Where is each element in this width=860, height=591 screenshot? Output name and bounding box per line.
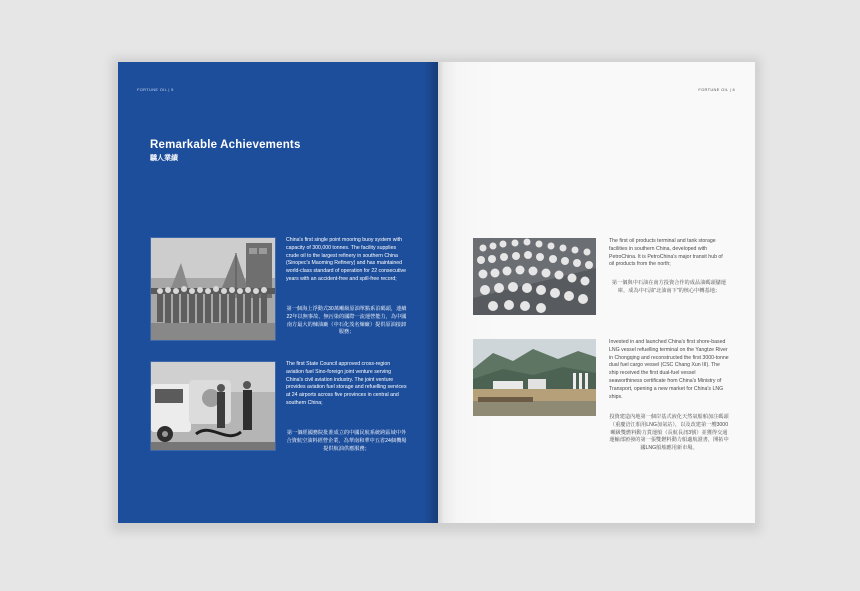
- right-page: [438, 62, 755, 523]
- achievement-3-en: The first oil products terminal and tank storage facilities in southern China, developed with PetroChina. It is PetroChina's major transit hub of oil products from the north;: [609, 238, 723, 268]
- lng-terminal-photo: [473, 339, 596, 416]
- right-page-header: FORTUNE OIL | 6: [698, 87, 735, 92]
- page-subtitle-zh: 驕人業績: [150, 155, 178, 162]
- achievement-1-en: China's first single point mooring buoy system with capacity of 300,000 tonnes. The facility supplies crude oil to the largest refinery in southern China (Sinopec's Maoming Refinery) and has maintained world-class standard of operation for 22 consecutive years with an accident-free and spill-free record;: [286, 237, 406, 282]
- achievement-2-zh: 第一個經國務院批准成立的中國民航系統跨區域中外合資航空油料經營企業，為華南和華中五省24個機場提供航油供應服務；: [286, 430, 407, 452]
- achievement-3-zh: 第一個與中石油在南方投資合作的成品油碼頭儲運庫，成為中石油"北油南下"的核心中轉基地；: [611, 280, 727, 294]
- achievement-4-zh: 投資建造內地第一個岸基式液化天然氣船舶加注碼頭（重慶涪江船用LNG加氣站），以及改建第一艘3000噸級雙燃料動力貨運船（長航長訊3號）並獲得交通運輸部頒發的第一張雙燃料動力船適航證書，開拓中國LNG船舶應用新市場。: [609, 414, 729, 452]
- achievement-4-en: Invested in and launched China's first shore-based LNG vessel refuelling terminal on the Yangtze River in Chongqing and reconstructed the first 3000-tonne dual fuel cargo vessel (CSC Chang Xun III). The ship received the first dual-fuel vessel seaworthiness certificate from China's Ministry of Transport, opening a new market for China's LNG ships.: [609, 339, 729, 400]
- fuel-truck-photo: [150, 361, 276, 451]
- left-page: [118, 62, 438, 523]
- left-page-header: FORTUNE OIL | 5: [137, 87, 174, 92]
- tank-farm-photo: [473, 238, 596, 315]
- achievement-2-en: The first State Council approved cross-region aviation fuel Sino-foreign joint venture serving China's civil aviation industry. The joint venture provides aviation fuel storage and refuelling services at 24 airports across five provinces in central and southern China;: [286, 361, 407, 406]
- crew-photo: [150, 237, 276, 341]
- page-title: Remarkable Achievements: [150, 139, 301, 151]
- achievement-1-zh: 第一個海上浮動式30萬噸級原油單點系泊碼頭，連續22年以無事故、無污染的國際一流運營能力，為中國南方最大的煉油廠（中石化茂名煉廠）提供原油接卸服務；: [286, 306, 407, 336]
